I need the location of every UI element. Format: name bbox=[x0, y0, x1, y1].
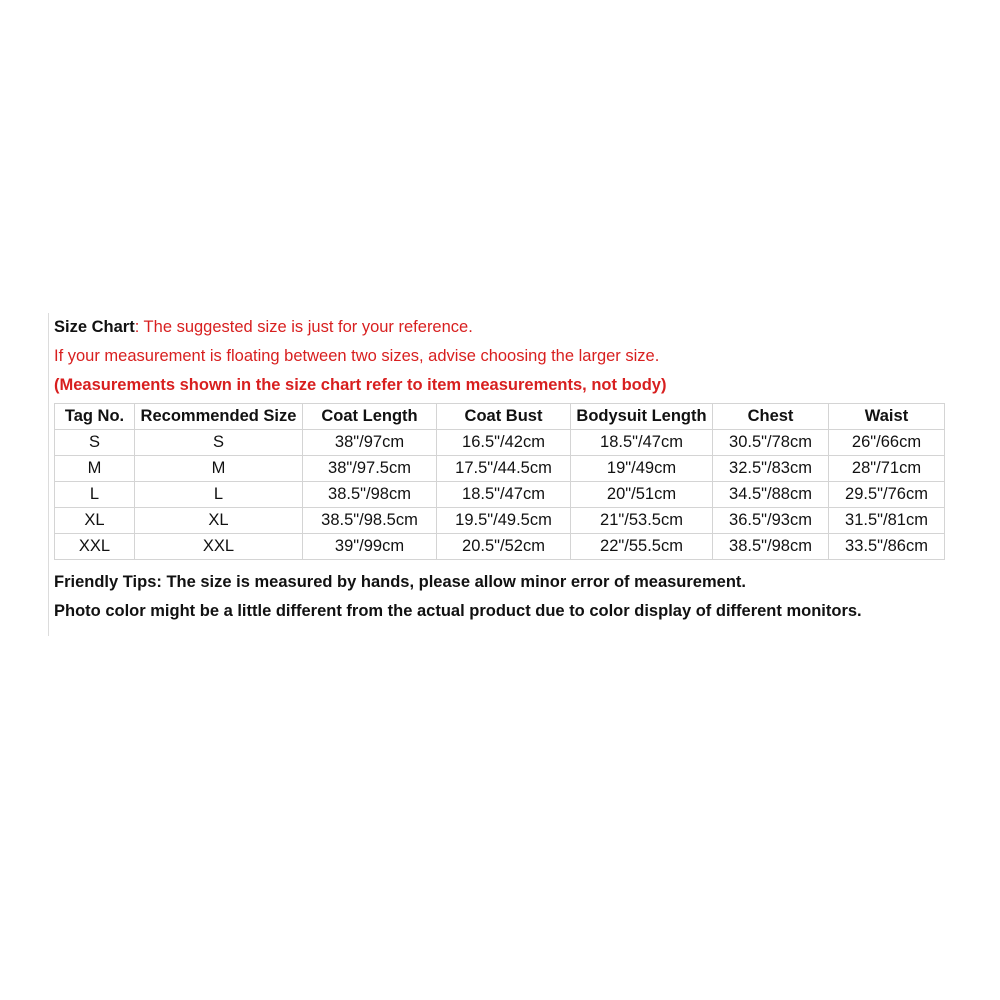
intro-line-3: (Measurements shown in the size chart refer to item measurements, not body) bbox=[54, 376, 667, 394]
table-cell: 20"/51cm bbox=[571, 482, 713, 508]
table-cell: 34.5"/88cm bbox=[713, 482, 829, 508]
column-header: Recommended Size bbox=[135, 404, 303, 430]
size-chart-panel bbox=[48, 313, 954, 636]
friendly-tips: Friendly Tips: The size is measured by hands, please allow minor error of measurement. bbox=[54, 573, 746, 591]
column-header: Waist bbox=[829, 404, 945, 430]
intro-line-2: If your measurement is floating between two sizes, advise choosing the larger size. bbox=[54, 347, 660, 365]
table-cell: 17.5"/44.5cm bbox=[437, 456, 571, 482]
table-cell: L bbox=[55, 482, 135, 508]
column-header: Coat Bust bbox=[437, 404, 571, 430]
table-cell: 19"/49cm bbox=[571, 456, 713, 482]
table-cell: 19.5"/49.5cm bbox=[437, 508, 571, 534]
table-cell: 32.5"/83cm bbox=[713, 456, 829, 482]
reference-note: : The suggested size is just for your reference. bbox=[134, 318, 473, 336]
table-cell: S bbox=[55, 430, 135, 456]
table-cell: M bbox=[55, 456, 135, 482]
table-cell: 18.5"/47cm bbox=[571, 430, 713, 456]
table-cell: L bbox=[135, 482, 303, 508]
table-cell: 33.5"/86cm bbox=[829, 534, 945, 560]
column-header: Tag No. bbox=[55, 404, 135, 430]
table-cell: 21"/53.5cm bbox=[571, 508, 713, 534]
table-row bbox=[55, 482, 945, 508]
table-header-row bbox=[55, 404, 945, 430]
column-header: Bodysuit Length bbox=[571, 404, 713, 430]
table-cell: 26"/66cm bbox=[829, 430, 945, 456]
table-cell: 39"/99cm bbox=[303, 534, 437, 560]
table-cell: 20.5"/52cm bbox=[437, 534, 571, 560]
table-row bbox=[55, 430, 945, 456]
table-cell: 22"/55.5cm bbox=[571, 534, 713, 560]
table-cell: M bbox=[135, 456, 303, 482]
table-row bbox=[55, 508, 945, 534]
table-cell: 38.5"/98cm bbox=[713, 534, 829, 560]
table-cell: XXL bbox=[135, 534, 303, 560]
size-table bbox=[54, 403, 945, 560]
table-cell: 38"/97cm bbox=[303, 430, 437, 456]
table-cell: 16.5"/42cm bbox=[437, 430, 571, 456]
table-row bbox=[55, 456, 945, 482]
table-row bbox=[55, 534, 945, 560]
table-body bbox=[55, 430, 945, 560]
table-cell: XXL bbox=[55, 534, 135, 560]
table-cell: 18.5"/47cm bbox=[437, 482, 571, 508]
table-cell: 36.5"/93cm bbox=[713, 508, 829, 534]
table-cell: 38.5"/98cm bbox=[303, 482, 437, 508]
table-cell: 30.5"/78cm bbox=[713, 430, 829, 456]
column-header: Chest bbox=[713, 404, 829, 430]
size-chart-heading: Size Chart bbox=[54, 318, 135, 336]
table-cell: 38"/97.5cm bbox=[303, 456, 437, 482]
table-cell: 31.5"/81cm bbox=[829, 508, 945, 534]
table-cell: XL bbox=[135, 508, 303, 534]
table-cell: XL bbox=[55, 508, 135, 534]
table-cell: 28"/71cm bbox=[829, 456, 945, 482]
photo-color-note: Photo color might be a little different from the actual product due to color display of different monitors. bbox=[54, 602, 862, 620]
column-header: Coat Length bbox=[303, 404, 437, 430]
table-cell: S bbox=[135, 430, 303, 456]
table-cell: 38.5"/98.5cm bbox=[303, 508, 437, 534]
intro-line-1 bbox=[54, 313, 954, 342]
table-cell: 29.5"/76cm bbox=[829, 482, 945, 508]
